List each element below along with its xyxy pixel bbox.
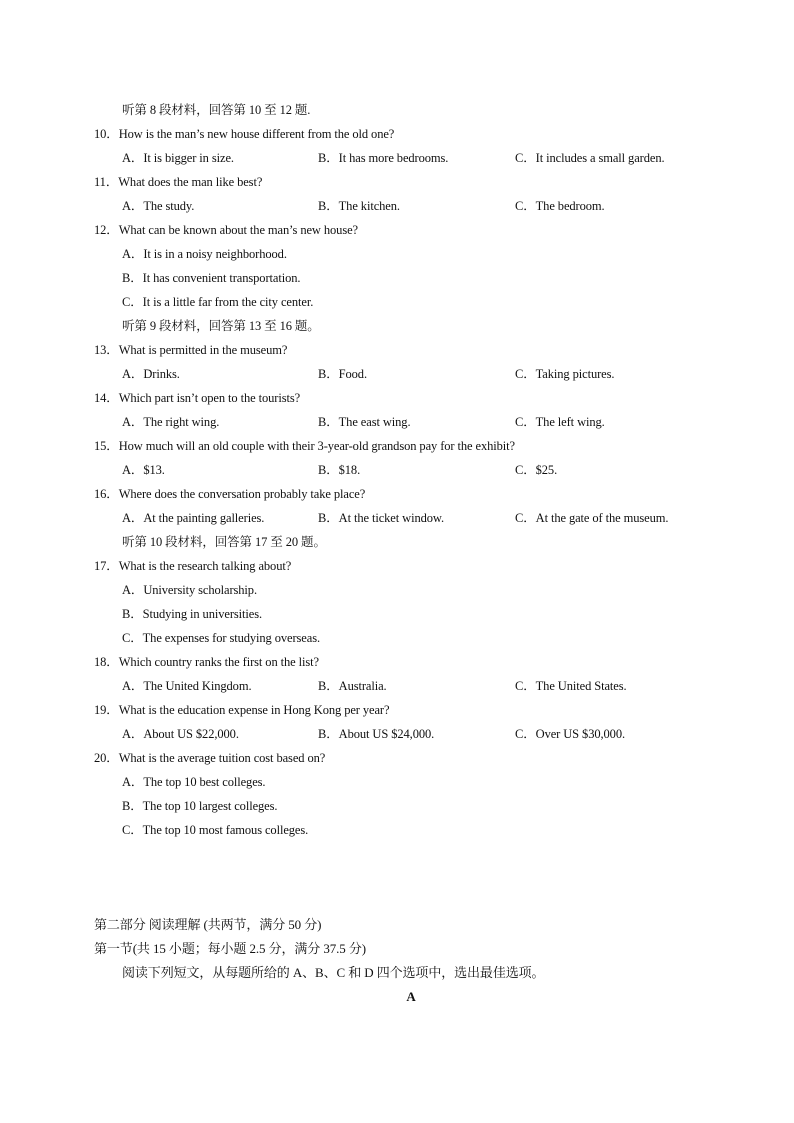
question-17: 17．What is the research talking about? — [94, 559, 292, 573]
option-13-a: A．Drinks. — [122, 367, 180, 381]
option-11-a: A．The study. — [122, 199, 195, 213]
question-20: 20．What is the average tuition cost based on? — [94, 751, 326, 765]
option-20-c: C．The top 10 most famous colleges. — [122, 823, 309, 837]
question-14: 14．Which part isn’t open to the tourists? — [94, 391, 301, 405]
option-12-a: A．It is in a noisy neighborhood. — [122, 247, 287, 261]
option-10-c: C．It includes a small garden. — [515, 151, 665, 165]
section-instruction-8: 听第 8 段材料，回答第 10 至 12 题. — [122, 103, 311, 117]
option-16-c: C．At the gate of the museum. — [515, 511, 669, 525]
section-one-heading: 第一节(共 15 小题；每小题 2.5 分，满分 37.5 分) — [94, 941, 366, 956]
option-12-b: B．It has convenient transportation. — [122, 271, 301, 285]
reading-instruction: 阅读下列短文，从每题所给的 A、B、C 和 D 四个选项中，选出最佳选项。 — [122, 965, 545, 980]
option-15-a: A．$13. — [122, 463, 165, 477]
option-12-c: C．It is a little far from the city center. — [122, 295, 314, 309]
option-18-b: B．Australia. — [318, 679, 387, 693]
question-13: 13．What is permitted in the museum? — [94, 343, 288, 357]
option-17-a: A．University scholarship. — [122, 583, 257, 597]
option-10-a: A．It is bigger in size. — [122, 151, 234, 165]
part-two-heading: 第二部分 阅读理解 (共两节，满分 50 分) — [94, 917, 322, 932]
option-17-c: C．The expenses for studying overseas. — [122, 631, 320, 645]
option-19-a: A．About US $22,000. — [122, 727, 239, 741]
option-13-c: C．Taking pictures. — [515, 367, 615, 381]
option-10-b: B．It has more bedrooms. — [318, 151, 449, 165]
section-instruction-9: 听第 9 段材料，回答第 13 至 16 题。 — [122, 319, 320, 333]
question-11: 11．What does the man like best? — [94, 175, 263, 189]
option-20-a: A．The top 10 best colleges. — [122, 775, 266, 789]
option-17-b: B．Studying in universities. — [122, 607, 263, 621]
section-instruction-10: 听第 10 段材料，回答第 17 至 20 题。 — [122, 535, 326, 549]
question-18: 18．Which country ranks the first on the list? — [94, 655, 319, 669]
option-20-b: B．The top 10 largest colleges. — [122, 799, 278, 813]
passage-label: A — [406, 989, 416, 1004]
option-14-a: A．The right wing. — [122, 415, 220, 429]
option-11-b: B．The kitchen. — [318, 199, 400, 213]
question-16: 16．Where does the conversation probably take place? — [94, 487, 366, 501]
option-11-c: C．The bedroom. — [515, 199, 605, 213]
option-15-c: C．$25. — [515, 463, 558, 477]
question-12: 12．What can be known about the man’s new house? — [94, 223, 358, 237]
option-14-b: B．The east wing. — [318, 415, 411, 429]
option-16-b: B．At the ticket window. — [318, 511, 445, 525]
question-10: 10．How is the man’s new house different from the old one? — [94, 127, 395, 141]
option-18-a: A．The United Kingdom. — [122, 679, 252, 693]
option-19-b: B．About US $24,000. — [318, 727, 435, 741]
question-15: 15．How much will an old couple with their 3-year-old grandson pay for the exhibit? — [94, 439, 515, 453]
option-19-c: C．Over US $30,000. — [515, 727, 626, 741]
option-13-b: B．Food. — [318, 367, 367, 381]
option-15-b: B．$18. — [318, 463, 361, 477]
option-16-a: A．At the painting galleries. — [122, 511, 265, 525]
question-19: 19．What is the education expense in Hong Kong per year? — [94, 703, 390, 717]
option-18-c: C．The United States. — [515, 679, 627, 693]
option-14-c: C．The left wing. — [515, 415, 605, 429]
